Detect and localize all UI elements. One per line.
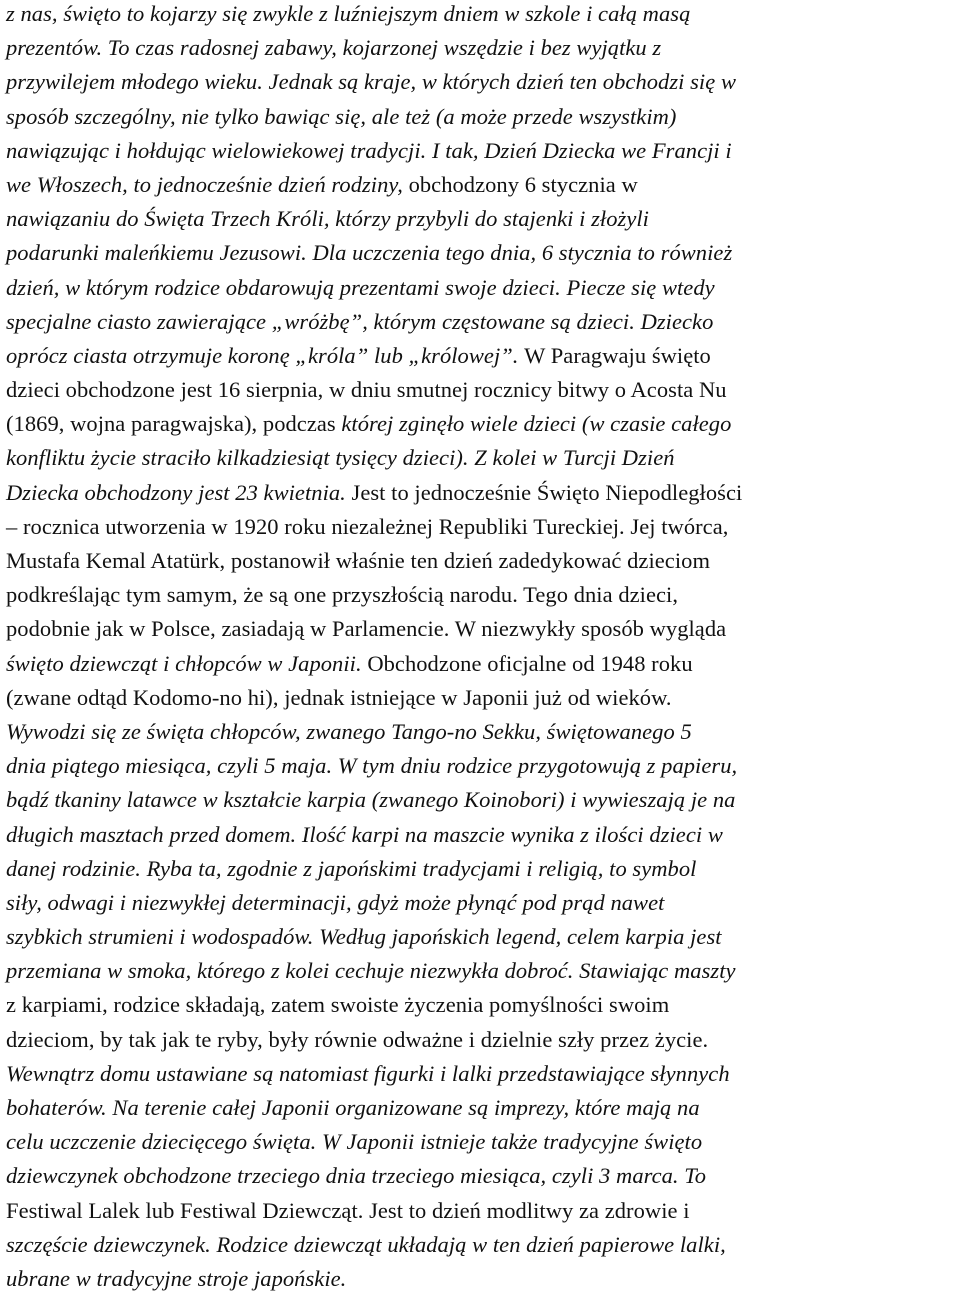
text-line [6, 647, 956, 681]
italic-text-run: podarunki maleńkiemu Jezusowi. Dla uczczenia tego dnia, 6 stycznia to również [6, 240, 733, 266]
italic-text-run: dnia piątego miesiąca, czyli 5 maja. W tym dniu rodzice przygotowują z papieru, [6, 753, 738, 779]
text-line [6, 65, 956, 99]
text-run: podobnie jak w Polsce, zasiadają w Parlamencie. W niezwykły sposób wygląda [6, 616, 727, 642]
text-line [6, 578, 956, 612]
text-line [6, 1091, 956, 1125]
italic-text-run: Wewnątrz domu ustawiane są natomiast figurki i lalki przedstawiające słynnych [6, 1060, 730, 1086]
text-run: dzieci obchodzone jest 16 sierpnia, w dniu smutnej rocznicy bitwy o Acosta Nu [6, 377, 727, 403]
text-line [6, 749, 956, 783]
text-run: podkreślając tym samym, że są one przyszłością narodu. Tego dnia dzieci, [6, 582, 679, 608]
italic-text-run: sposób szczególny, nie tylko bawiąc się, ale też (a może przede wszystkim) [6, 103, 677, 129]
text-line [6, 1125, 956, 1159]
text-line [6, 988, 956, 1022]
italic-text-run: święto dziewcząt i chłopców w Japonii. [6, 650, 368, 676]
text-line [6, 202, 956, 236]
italic-text-run: dziewczynek obchodzone trzeciego dnia trzeciego miesiąca, czyli 3 marca. To [6, 1163, 707, 1189]
italic-text-run: oprócz ciasta otrzymuje koronę „króla” lub „królowej”. [6, 342, 525, 368]
text-run: z karpiami, rodzice składają, zatem swoiste życzenia pomyślności swoim [6, 992, 670, 1018]
text-line [6, 886, 956, 920]
text-line [6, 100, 956, 134]
text-run: Obchodzone oficjalne od 1948 roku [367, 650, 693, 676]
italic-text-run: danej rodzinie. Ryba ta, zgodnie z japońskimi tradycjami i religią, to symbol [6, 855, 697, 881]
text-line [6, 920, 956, 954]
text-line [6, 373, 956, 407]
italic-text-run: konfliktu życie straciło kilkadziesiąt tysięcy dzieci). Z kolei w Turcji Dzień [6, 445, 675, 471]
text-line [6, 1159, 956, 1193]
text-run: W Paragwaju święto [524, 342, 711, 368]
italic-text-run: prezentów. To czas radosnej zabawy, kojarzonej wszędzie i bez wyjątku z [6, 35, 662, 61]
italic-text-run: Wywodzi się ze święta chłopców, zwanego Tango-no Sekku, świętowanego 5 [6, 718, 692, 744]
text-line [6, 612, 956, 646]
italic-text-run: szybkich strumieni i wodospadów. Według japońskich legend, celem karpia jest [6, 924, 722, 950]
text-line [6, 407, 956, 441]
italic-text-run: nawiązując i hołdując wielowiekowej tradycji. I tak, Dzień Dziecka we Francji i [6, 137, 732, 163]
italic-text-run: bohaterów. Na terenie całej Japonii organizowane są imprezy, które mają na [6, 1095, 700, 1120]
italic-text-run: długich masztach przed domem. Ilość karpi na maszcie wynika z ilości dzieci w [6, 821, 723, 847]
text-line [6, 544, 956, 578]
italic-text-run: której zginęło wiele dzieci (w czasie całego [341, 411, 732, 437]
text-run: Mustafa Kemal Atatürk, postanowił właśnie ten dzień zadedykować dzieciom [6, 548, 710, 573]
text-line [6, 476, 956, 510]
italic-text-run: bądź tkaniny latawce w kształcie karpia (zwanego Koinobori) i wywieszają je na [6, 787, 736, 813]
text-line [6, 818, 956, 852]
text-line [6, 715, 956, 749]
text-run: – rocznica utworzenia w 1920 roku niezależnej Republiki Tureckiej. Jej twórca, [6, 513, 729, 539]
document-page [6, 0, 956, 1296]
italic-text-run: specjalne ciasto zawierające „wróżbę”, którym częstowane są dzieci. Dziecko [6, 308, 714, 334]
text-line [6, 441, 956, 475]
text-line [6, 954, 956, 988]
italic-text-run: z nas, święto to kojarzy się zwykle z luźniejszym dniem w szkole i całą masą [6, 1, 691, 26]
text-line [6, 0, 956, 31]
text-run: obchodzony 6 stycznia w [408, 171, 638, 197]
text-line [6, 31, 956, 65]
italic-text-run: nawiązaniu do Święta Trzech Króli, którzy przybyli do stajenki i złożyli [6, 206, 649, 232]
text-line [6, 852, 956, 886]
text-line [6, 783, 956, 817]
text-line [6, 339, 956, 373]
text-line [6, 168, 956, 202]
text-line [6, 1194, 956, 1228]
text-run: Jest to jednocześnie Święto Niepodległości [351, 479, 743, 505]
text-run: (1869, wojna paragwajska), podczas [6, 411, 342, 437]
italic-text-run: szczęście dziewczynek. Rodzice dziewcząt układają w ten dzień papierowe lalki, [6, 1231, 726, 1257]
italic-text-run: ubrane w tradycyjne stroje japońskie. [6, 1265, 347, 1291]
text-line [6, 1057, 956, 1091]
italic-text-run: Dziecka obchodzony jest 23 kwietnia. [6, 479, 352, 505]
text-line [6, 510, 956, 544]
text-line [6, 1262, 956, 1296]
text-line [6, 305, 956, 339]
text-line [6, 271, 956, 305]
text-line [6, 134, 956, 168]
italic-text-run: przemiana w smoka, którego z kolei cechuje niezwykła dobroć. Stawiając maszty [6, 958, 736, 984]
text-line [6, 1228, 956, 1262]
text-run: dzieciom, by tak jak te ryby, były równie odważne i dzielnie szły przez życie. [6, 1026, 709, 1052]
italic-text-run: dzień, w którym rodzice obdarowują prezentami swoje dzieci. Piecze się wtedy [6, 274, 715, 300]
text-line [6, 236, 956, 270]
italic-text-run: przywilejem młodego wieku. Jednak są kraje, w których dzień ten obchodzi się w [6, 69, 736, 95]
text-run: Festiwal Lalek lub Festiwal Dziewcząt. Jest to dzień modlitwy za zdrowie i [6, 1197, 690, 1223]
italic-text-run: celu uczczenie dziecięcego święta. W Japonii istnieje także tradycyjne święto [6, 1129, 703, 1155]
text-line [6, 1023, 956, 1057]
text-line [6, 681, 956, 715]
italic-text-run: we Włoszech, to jednocześnie dzień rodziny, [6, 171, 409, 197]
text-run: (zwane odtąd Kodomo-no hi), jednak istniejące w Japonii już od wieków. [6, 684, 672, 710]
italic-text-run: siły, odwagi i niezwykłej determinacji, gdyż może płynąć pod prąd nawet [6, 889, 665, 915]
